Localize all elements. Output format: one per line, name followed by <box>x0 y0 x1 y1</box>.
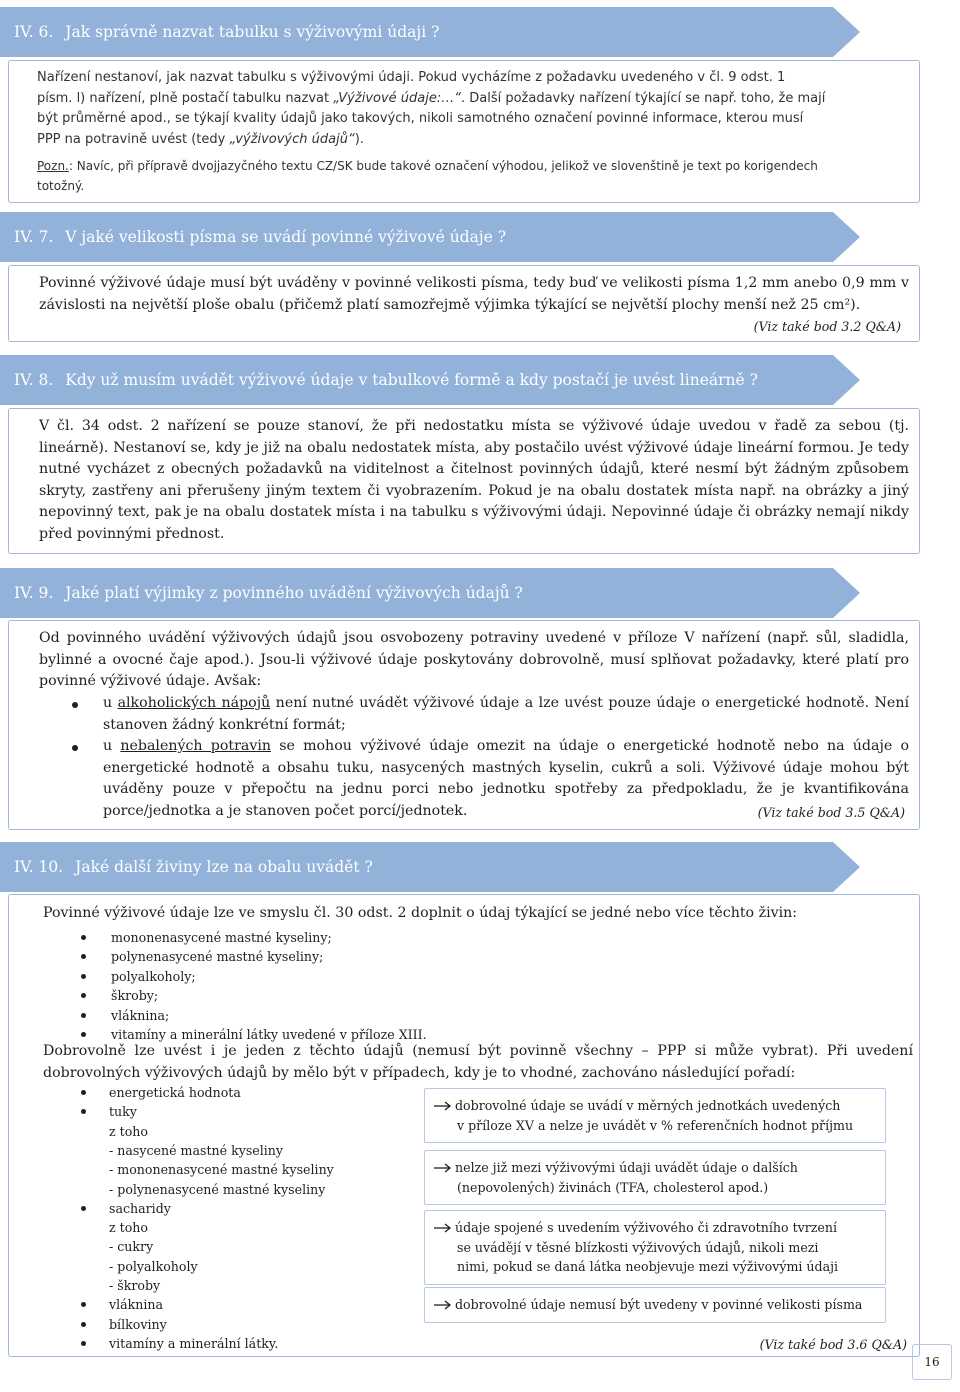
order-item: energetická hodnota <box>109 1085 241 1100</box>
bullet-icon <box>81 1302 86 1307</box>
section-box-iv8 <box>8 408 920 554</box>
order-item: - nasycené mastné kyseliny <box>109 1142 284 1158</box>
bullet-icon <box>81 974 86 979</box>
bullet-icon <box>81 993 86 998</box>
note-text <box>455 1218 838 1277</box>
nutrient-item: mononenasycené mastné kyseliny; <box>111 930 332 945</box>
bullet-icon <box>72 702 78 708</box>
arrow-right-icon <box>433 1223 453 1233</box>
order-item: sacharidy <box>109 1200 171 1216</box>
nutrient-item: škroby; <box>111 988 159 1004</box>
list-item: u nebalených potravin se mohou výživové údaje omezit na údaje o energetické hodnotě nebo na údaje o energetické hodnotě a obsahu tuku, nasycených mastných kyselin, cukrů a soli. Výživové údaje mohou být uváděny pouze v přepočtu na jednu porci nebo jednotku spotřeby za předpokladu, že je kvantifikována porce/jednotka a je stanoven počet porcí/jednotek. <box>103 738 909 819</box>
order-item: - škroby <box>109 1278 161 1293</box>
arrow-right-icon <box>433 1300 453 1310</box>
section-title: Jaké platí výjimky z povinného uvádění výživových údajů ? <box>65 584 523 602</box>
section-number: IV. 8. <box>14 371 54 389</box>
order-item: vitamíny a minerální látky. <box>109 1335 279 1351</box>
note-text <box>455 1295 862 1315</box>
nutrient-item: vláknina; <box>111 1007 170 1023</box>
note-box <box>424 1210 886 1285</box>
note-line: údaje spojené s uvedením výživového či zdravotního tvrzení <box>455 1220 837 1235</box>
reference-note: (Viz také bod 3.6 Q&A) <box>759 1337 907 1352</box>
order-item: - polynenasycené mastné kyseliny <box>109 1181 326 1197</box>
note-line: (nepovolených) živinách (TFA, cholesterol apod.) <box>457 1179 769 1195</box>
order-item: vláknina <box>109 1297 164 1313</box>
bullet-icon <box>81 1090 86 1095</box>
order-item: - polyalkoholy <box>109 1258 198 1274</box>
note-line: nelze již mezi výživovými údaji uvádět údaje o dalších <box>455 1160 798 1175</box>
note-text <box>455 1158 798 1197</box>
bullet-icon <box>81 954 86 959</box>
section-box-iv7 <box>8 265 920 342</box>
reference-note: (Viz také bod 3.5 Q&A) <box>757 805 905 820</box>
note-paragraph: Pozn.: Navíc, při přípravě dvojjazyčného textu CZ/SK bude takové označení výhodou, jelikož ve slovenštině je text po korigendech totožný. <box>37 159 818 193</box>
order-item: z toho <box>109 1220 148 1236</box>
section-title: Kdy už musím uvádět výživové údaje v tabulkové formě a kdy postačí je uvést lineárně ? <box>65 371 758 389</box>
section-header-iv9 <box>0 568 860 618</box>
section-title: Jaké další živiny lze na obalu uvádět ? <box>75 858 373 876</box>
arrow-right-icon <box>433 1101 453 1111</box>
nutrient-item: polyalkoholy; <box>111 968 196 984</box>
section-box-iv10 <box>8 894 920 1357</box>
section-title: V jaké velikosti písma se uvádí povinné výživové údaje ? <box>65 228 507 246</box>
order-item: - mononenasycené mastné kyseliny <box>109 1162 334 1178</box>
bullet-icon <box>81 1341 86 1346</box>
note-line: dobrovolné údaje se uvádí v měrných jednotkách uvedených <box>455 1098 841 1113</box>
order-item: tuky <box>109 1104 137 1120</box>
note-line: v příloze XV a nelze je uvádět v % referenčních hodnot příjmu <box>457 1117 854 1133</box>
bullet-icon <box>72 745 78 751</box>
section-header-iv8 <box>0 355 860 405</box>
page-number: 16 <box>912 1344 952 1380</box>
note-box <box>424 1287 886 1323</box>
section-number: IV. 10. <box>14 858 64 876</box>
note-box <box>424 1150 886 1205</box>
section-title: Jak správně nazvat tabulku s výživovými údaji ? <box>65 23 440 41</box>
list-item: u alkoholických nápojů není nutné uvádět výživové údaje a lze uvést pouze údaje o energetické hodnotě. Není stanoven žádný konkrétní formát; <box>103 695 909 733</box>
nutrient-item: vitamíny a minerální látky uvedené v příloze XIII. <box>111 1027 427 1042</box>
note-line: nimi, pokud se daná látka neobjevuje mezi výživovými údaji <box>457 1259 839 1274</box>
note-box <box>424 1088 886 1143</box>
bullet-icon <box>81 1206 86 1211</box>
reference-note: (Viz také bod 3.2 Q&A) <box>753 319 901 334</box>
paragraph: V čl. 34 odst. 2 nařízení se pouze stanoví, že při nedostatku místa se výživové údaje uvedou v řadě za sebou (tj. lineárně). Nestanoví se, kdy je již na obalu nedostatek místa, aby postačilo uvést výživové údaje lineární formou. Je tedy nutné vycházet z obecných požadavků na viditelnost a čitelnost povinných údajů, které nesmí být žádným způsobem skryty, zastřeny ani přerušeny jiným textem či vyobrazením. Pokud je na obalu dostatek místa např. na obrázky a jiný nepovinný text, pak je na obalu dostatek místa i na tabulku s výživovými údaji. Nepovinné údaje či obrázky nemají nikdy před povinnými přednost. <box>39 418 909 542</box>
section-box-iv6 <box>8 60 920 203</box>
bullet-icon <box>81 1109 86 1114</box>
note-line: dobrovolné údaje nemusí být uvedeny v povinné velikosti písma <box>455 1297 863 1312</box>
order-item: - cukry <box>109 1239 154 1255</box>
nutrient-item: polynenasycené mastné kyseliny; <box>111 949 324 965</box>
note-text <box>455 1096 853 1135</box>
paragraph: Od povinného uvádění výživových údajů jsou osvobozeny potraviny uvedené v příloze V nařízení (např. sůl, sladidla, bylinné a ovocné čaje apod.). Jsou-li výživové údaje poskytovány dobrovolně, musí splňovat požadavky, které platí pro povinné výživové údaje. Avšak: <box>39 630 909 689</box>
bullet-icon <box>81 935 86 940</box>
note-label: Pozn. <box>37 159 69 173</box>
paragraph: Povinné výživové údaje lze ve smyslu čl. 30 odst. 2 doplnit o údaj týkající se jedné nebo více těchto živin: <box>43 905 798 921</box>
section-header-iv6 <box>0 7 860 57</box>
order-item: bílkoviny <box>109 1316 167 1332</box>
note-line: se uvádějí v těsné blízkosti výživových údajů, nikoli mezi <box>457 1239 819 1255</box>
bullet-icon <box>81 1013 86 1018</box>
bullet-icon <box>81 1322 86 1327</box>
bullet-icon <box>81 1032 86 1037</box>
section-number: IV. 7. <box>14 228 54 246</box>
section-header-iv10 <box>0 842 860 892</box>
section-number: IV. 6. <box>14 23 54 41</box>
arrow-right-icon <box>433 1163 453 1173</box>
order-item: z toho <box>109 1123 148 1139</box>
paragraph: Dobrovolně lze uvést i je jeden z těchto údajů (nemusí být povinně všechny – PPP si může vybrat). Při uvedení dobrovolných výživových údajů by mělo být v případech, kdy je to vhodné, zachováno následující pořadí: <box>43 1043 913 1081</box>
section-header-iv7 <box>0 212 860 262</box>
section-number: IV. 9. <box>14 584 54 602</box>
paragraph: Nařízení nestanoví, jak nazvat tabulku s výživovými údaji. Pokud vycházíme z požadavku uvedeného v čl. 9 odst. 1 písm. l) nařízení, plně postačí tabulku nazvat „Výživové údaje:…“. Další požadavky nařízení týkající se např. toho, že mají být průměrné apod., se týkají kvality údajů jako takových, nikoli samotného označení povinné informace, kterou musí PPP na potravině uvést (tedy „výživových údajů“). <box>37 70 826 147</box>
paragraph: Povinné výživové údaje musí být uváděny v povinné velikosti písma, tedy buď ve velikosti písma 1,2 mm anebo 0,9 mm v závislosti na největší ploše obalu (přičemž platí samozřejmě výjimka týkající se největší plochy menší než 25 cm²). <box>39 275 909 313</box>
section-box-iv9 <box>8 620 920 830</box>
